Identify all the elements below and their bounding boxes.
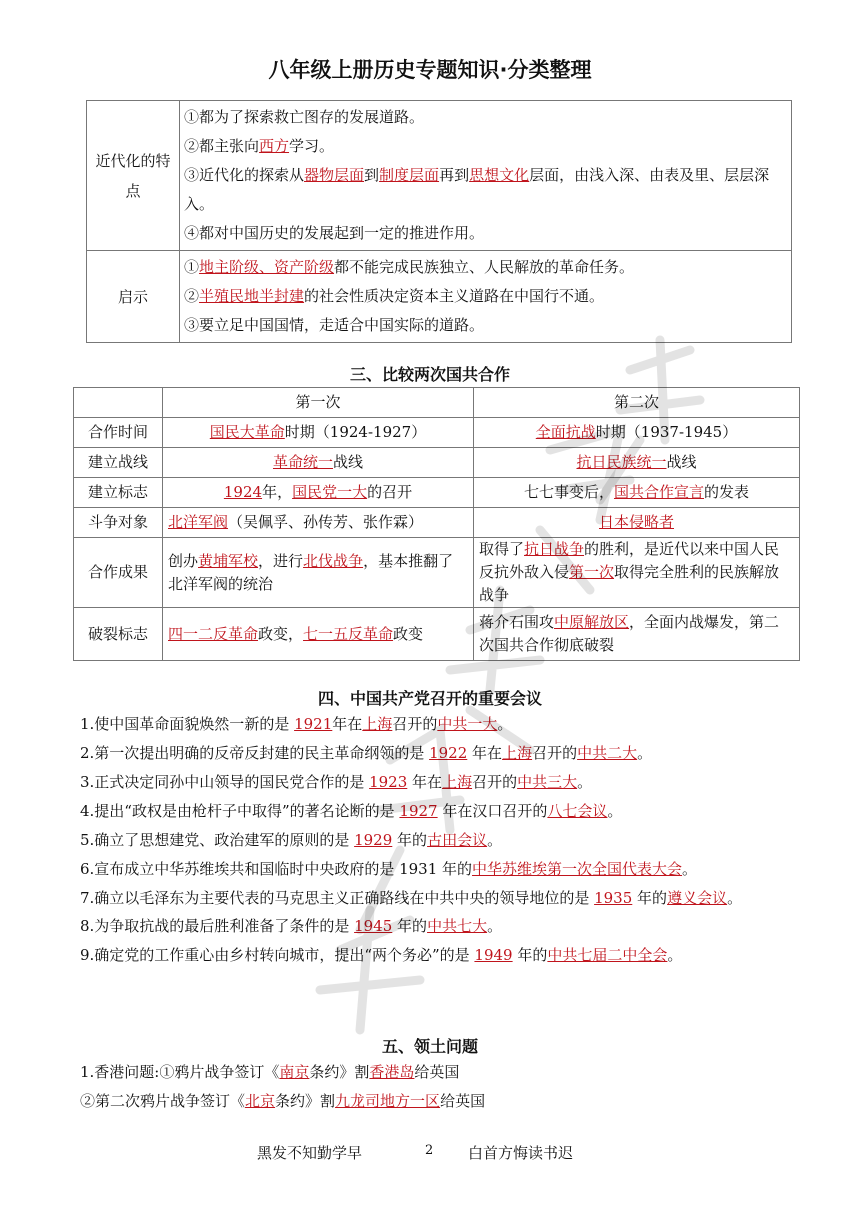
second-cooperation-cell	[474, 448, 800, 478]
list-item	[80, 1087, 800, 1116]
second-cooperation-cell	[474, 508, 800, 538]
text-segment: ①	[184, 258, 200, 276]
answer-text: 中共三大	[517, 773, 578, 791]
second-cooperation-cell	[474, 608, 800, 661]
first-cooperation-cell	[163, 608, 474, 661]
text-segment: 时期（1924-1927）	[284, 423, 427, 441]
first-cooperation-cell	[163, 478, 474, 508]
text-segment: ，基本推翻了北洋军阀的统治	[168, 551, 454, 593]
meeting-list	[80, 710, 800, 970]
table-row	[74, 608, 800, 661]
text-segment: ，全面内战爆发，第二次国共合作彻底破裂	[479, 613, 780, 654]
answer-text: 黄埔军校	[198, 551, 259, 570]
answer-text: 抗日民族统一	[576, 453, 667, 471]
list-item	[80, 739, 800, 768]
row-label: 斗争对象	[74, 508, 163, 538]
row-label: 破裂标志	[74, 608, 163, 661]
text-segment: 年的	[512, 946, 548, 964]
first-cooperation-cell	[163, 448, 474, 478]
table-row	[74, 508, 800, 538]
answer-text: 上海	[442, 773, 473, 791]
text-segment: 战线	[666, 453, 697, 471]
answer-text: 北洋军阀	[168, 513, 229, 531]
second-cooperation-cell	[474, 538, 800, 608]
first-cooperation-cell	[163, 538, 474, 608]
text-segment: 。	[607, 802, 623, 820]
text-segment: ①都为了探索救亡图存的发展道路。	[184, 108, 425, 126]
footer-left: 黑发不知勤学早	[257, 1144, 363, 1162]
answer-text: 中共七大	[427, 917, 488, 935]
table-row	[74, 448, 800, 478]
list-item	[80, 855, 800, 884]
answer-text: 中原解放区	[554, 613, 630, 631]
answer-text: 古田会议	[427, 831, 488, 849]
list-item	[80, 768, 800, 797]
answer-text: 南京	[279, 1063, 310, 1081]
answer-text: 西方	[259, 137, 290, 155]
text-segment: （吴佩孚、孙传芳、张作霖）	[228, 513, 424, 531]
answer-text: 国共合作宣言	[613, 483, 704, 501]
answer-text: 1949	[474, 946, 513, 964]
text-segment: 条约》割	[275, 1092, 336, 1110]
content-line	[184, 161, 785, 219]
cooperation-table	[73, 387, 800, 661]
answer-text: 1921	[294, 715, 333, 733]
answer-text: 中共七届二中全会	[547, 946, 668, 964]
row-label: 建立标志	[74, 478, 163, 508]
table-row	[87, 251, 792, 343]
text-segment: 7.确立以毛泽东为主要代表的马克思主义正确路线在中共中央的领导地位的是	[80, 889, 595, 907]
row-header: 启示	[87, 251, 180, 343]
text-segment: 年的	[392, 917, 428, 935]
text-segment: 年在	[332, 715, 363, 733]
row-label: 建立战线	[74, 448, 163, 478]
content-line	[184, 282, 785, 311]
answer-text: 中共二大	[577, 744, 638, 762]
answer-text: 七一五反革命	[303, 624, 394, 643]
answer-text: 四一二反革命	[168, 624, 259, 643]
row-content	[180, 251, 792, 343]
text-segment: 。	[682, 860, 698, 878]
second-cooperation-cell	[474, 418, 800, 448]
text-segment: 层面，由浅入深、由表及里、层层深入。	[184, 166, 770, 213]
page-title: 八年级上册历史专题知识·分类整理	[268, 58, 592, 82]
section-title: 三、比较两次国共合作	[349, 365, 510, 384]
text-segment: 2.第一次提出明确的反帝反封建的民主革命纲领的是	[80, 744, 430, 762]
answer-text: 1923	[369, 773, 408, 791]
first-cooperation-cell	[163, 418, 474, 448]
text-segment: 5.确立了思想建党、政治建军的原则的是	[80, 831, 355, 849]
text-segment: 召开的	[472, 773, 518, 791]
table-row	[74, 418, 800, 448]
text-segment: ④都对中国历史的发展起到一定的推进作用。	[184, 224, 485, 242]
answer-text: 香港岛	[369, 1063, 415, 1081]
text-segment: 给英国	[414, 1063, 460, 1081]
list-item	[80, 884, 800, 912]
content-line	[184, 219, 785, 248]
list-item	[80, 826, 800, 855]
text-segment: 1.使中国革命面貌焕然一新的是	[80, 715, 295, 733]
content-line	[184, 132, 785, 161]
content-line	[184, 311, 785, 340]
table-header-row	[74, 388, 800, 418]
text-segment: 政变	[393, 624, 424, 643]
answer-text: 遵义会议	[667, 889, 728, 907]
section-title: 五、领土问题	[381, 1037, 478, 1056]
text-segment: 。	[487, 917, 503, 935]
answer-text: 上海	[362, 715, 393, 733]
row-header: 近代化的特点	[87, 101, 180, 251]
answer-text: 国民大革命	[209, 423, 285, 441]
text-segment: 。	[497, 715, 513, 733]
text-segment: 取得完全胜利的民族解放战争	[479, 563, 780, 604]
text-segment: 。	[487, 831, 503, 849]
list-item	[80, 1058, 800, 1087]
column-header: 第一次	[163, 388, 474, 418]
text-segment: 9.确定党的工作重心由乡村转向城市，提出“两个务必”的是	[80, 946, 475, 964]
text-segment: 给英国	[440, 1092, 486, 1110]
content-line	[184, 253, 785, 282]
text-segment: 3.正式决定同孙中山领导的国民党合作的是	[80, 773, 370, 791]
text-segment: 到	[364, 166, 380, 184]
text-segment: 年在汉口召开的	[437, 802, 548, 820]
text-segment: 创办	[168, 551, 199, 570]
answer-text: 第一次	[569, 563, 615, 581]
text-segment: 。	[727, 889, 743, 907]
first-cooperation-cell	[163, 508, 474, 538]
answer-text: 地主阶级、资产阶级	[199, 258, 335, 276]
answer-text: 制度层面	[379, 166, 440, 184]
text-segment: 年在	[407, 773, 443, 791]
answer-text: 1935	[594, 889, 633, 907]
text-segment: 年的	[392, 831, 428, 849]
answer-text: 全面抗战	[535, 423, 596, 441]
answer-text: 八七会议	[547, 802, 608, 820]
section-title: 四、中国共产党召开的重要会议	[317, 689, 542, 708]
text-segment: 再到	[439, 166, 470, 184]
text-segment: 召开的	[392, 715, 438, 733]
text-segment: 。	[637, 744, 653, 762]
text-segment: 4.提出“政权是由枪杆子中取得”的著名论断的是	[80, 802, 400, 820]
answer-text: 1922	[429, 744, 468, 762]
answer-text: 国民党一大	[292, 483, 368, 501]
row-label: 合作成果	[74, 538, 163, 608]
answer-text: 上海	[502, 744, 533, 762]
answer-text: 九龙司地方一区	[335, 1092, 441, 1110]
text-segment: 蒋介石围攻	[479, 613, 555, 631]
footer-right: 白首方悔读书迟	[468, 1144, 574, 1162]
table-row	[74, 478, 800, 508]
row-content	[180, 101, 792, 251]
answer-text: 中共一大	[437, 715, 498, 733]
text-segment: 6.宣布成立中华苏维埃共和国临时中央政府的是 1931 年的	[80, 860, 473, 878]
corner-cell	[74, 388, 163, 418]
text-segment: 条约》割	[309, 1063, 370, 1081]
list-item	[80, 941, 800, 970]
text-segment: 年的	[632, 889, 668, 907]
page-number: 2	[425, 1143, 434, 1158]
text-segment: 召开的	[532, 744, 578, 762]
text-segment: 。	[667, 946, 683, 964]
answer-text: 抗日战争	[524, 540, 585, 558]
text-segment: 政变，	[258, 624, 304, 643]
text-segment: ②都主张向	[184, 137, 260, 155]
text-segment: 的社会性质决定资本主义道路在中国行不通。	[304, 287, 605, 305]
text-segment: 取得了	[479, 540, 525, 558]
text-segment: ②第二次鸦片战争签订《	[80, 1092, 246, 1110]
text-segment: 时期（1937-1945）	[595, 423, 738, 441]
answer-text: 1927	[399, 802, 438, 820]
answer-text: 北伐战争	[303, 551, 364, 570]
text-segment: 。	[577, 773, 593, 791]
answer-text: 日本侵略者	[598, 513, 674, 531]
text-segment: 年在	[467, 744, 503, 762]
text-segment: 都不能完成民族独立、人民解放的革命任务。	[334, 258, 635, 276]
list-item	[80, 710, 800, 739]
list-item	[80, 912, 800, 941]
text-segment: 的发表	[704, 483, 750, 501]
territory-list	[80, 1058, 800, 1116]
text-segment: ②	[184, 287, 200, 305]
text-segment: ，进行	[258, 551, 304, 570]
table-row	[87, 101, 792, 251]
column-header: 第二次	[474, 388, 800, 418]
answer-text: 革命统一	[272, 453, 333, 471]
list-item	[80, 797, 800, 826]
answer-text: 1924	[223, 483, 263, 501]
answer-text: 1929	[354, 831, 393, 849]
text-segment: 战线	[333, 453, 364, 471]
text-segment: 学习。	[289, 137, 335, 155]
answer-text: 思想文化	[469, 166, 530, 184]
second-cooperation-cell	[474, 478, 800, 508]
text-segment: 年，	[262, 483, 293, 501]
row-label: 合作时间	[74, 418, 163, 448]
text-segment: ③近代化的探索从	[184, 166, 305, 184]
answer-text: 半殖民地半封建	[199, 287, 305, 305]
answer-text: 器物层面	[304, 166, 365, 184]
modernization-table	[86, 100, 792, 343]
answer-text: 1945	[354, 917, 393, 935]
text-segment: 的召开	[367, 483, 413, 501]
table-row	[74, 538, 800, 608]
text-segment: 8.为争取抗战的最后胜利准备了条件的是	[80, 917, 355, 935]
text-segment: ③要立足中国国情，走适合中国实际的道路。	[184, 316, 485, 334]
content-line	[184, 103, 785, 132]
text-segment: 七七事变后，	[523, 483, 614, 501]
text-segment: 的胜利，是近代以来中国人民反抗外敌入侵	[479, 540, 780, 581]
answer-text: 中华苏维埃第一次全国代表大会	[472, 860, 683, 878]
answer-text: 北京	[245, 1092, 276, 1110]
text-segment: 1.香港问题:①鸦片战争签订《	[80, 1063, 280, 1081]
